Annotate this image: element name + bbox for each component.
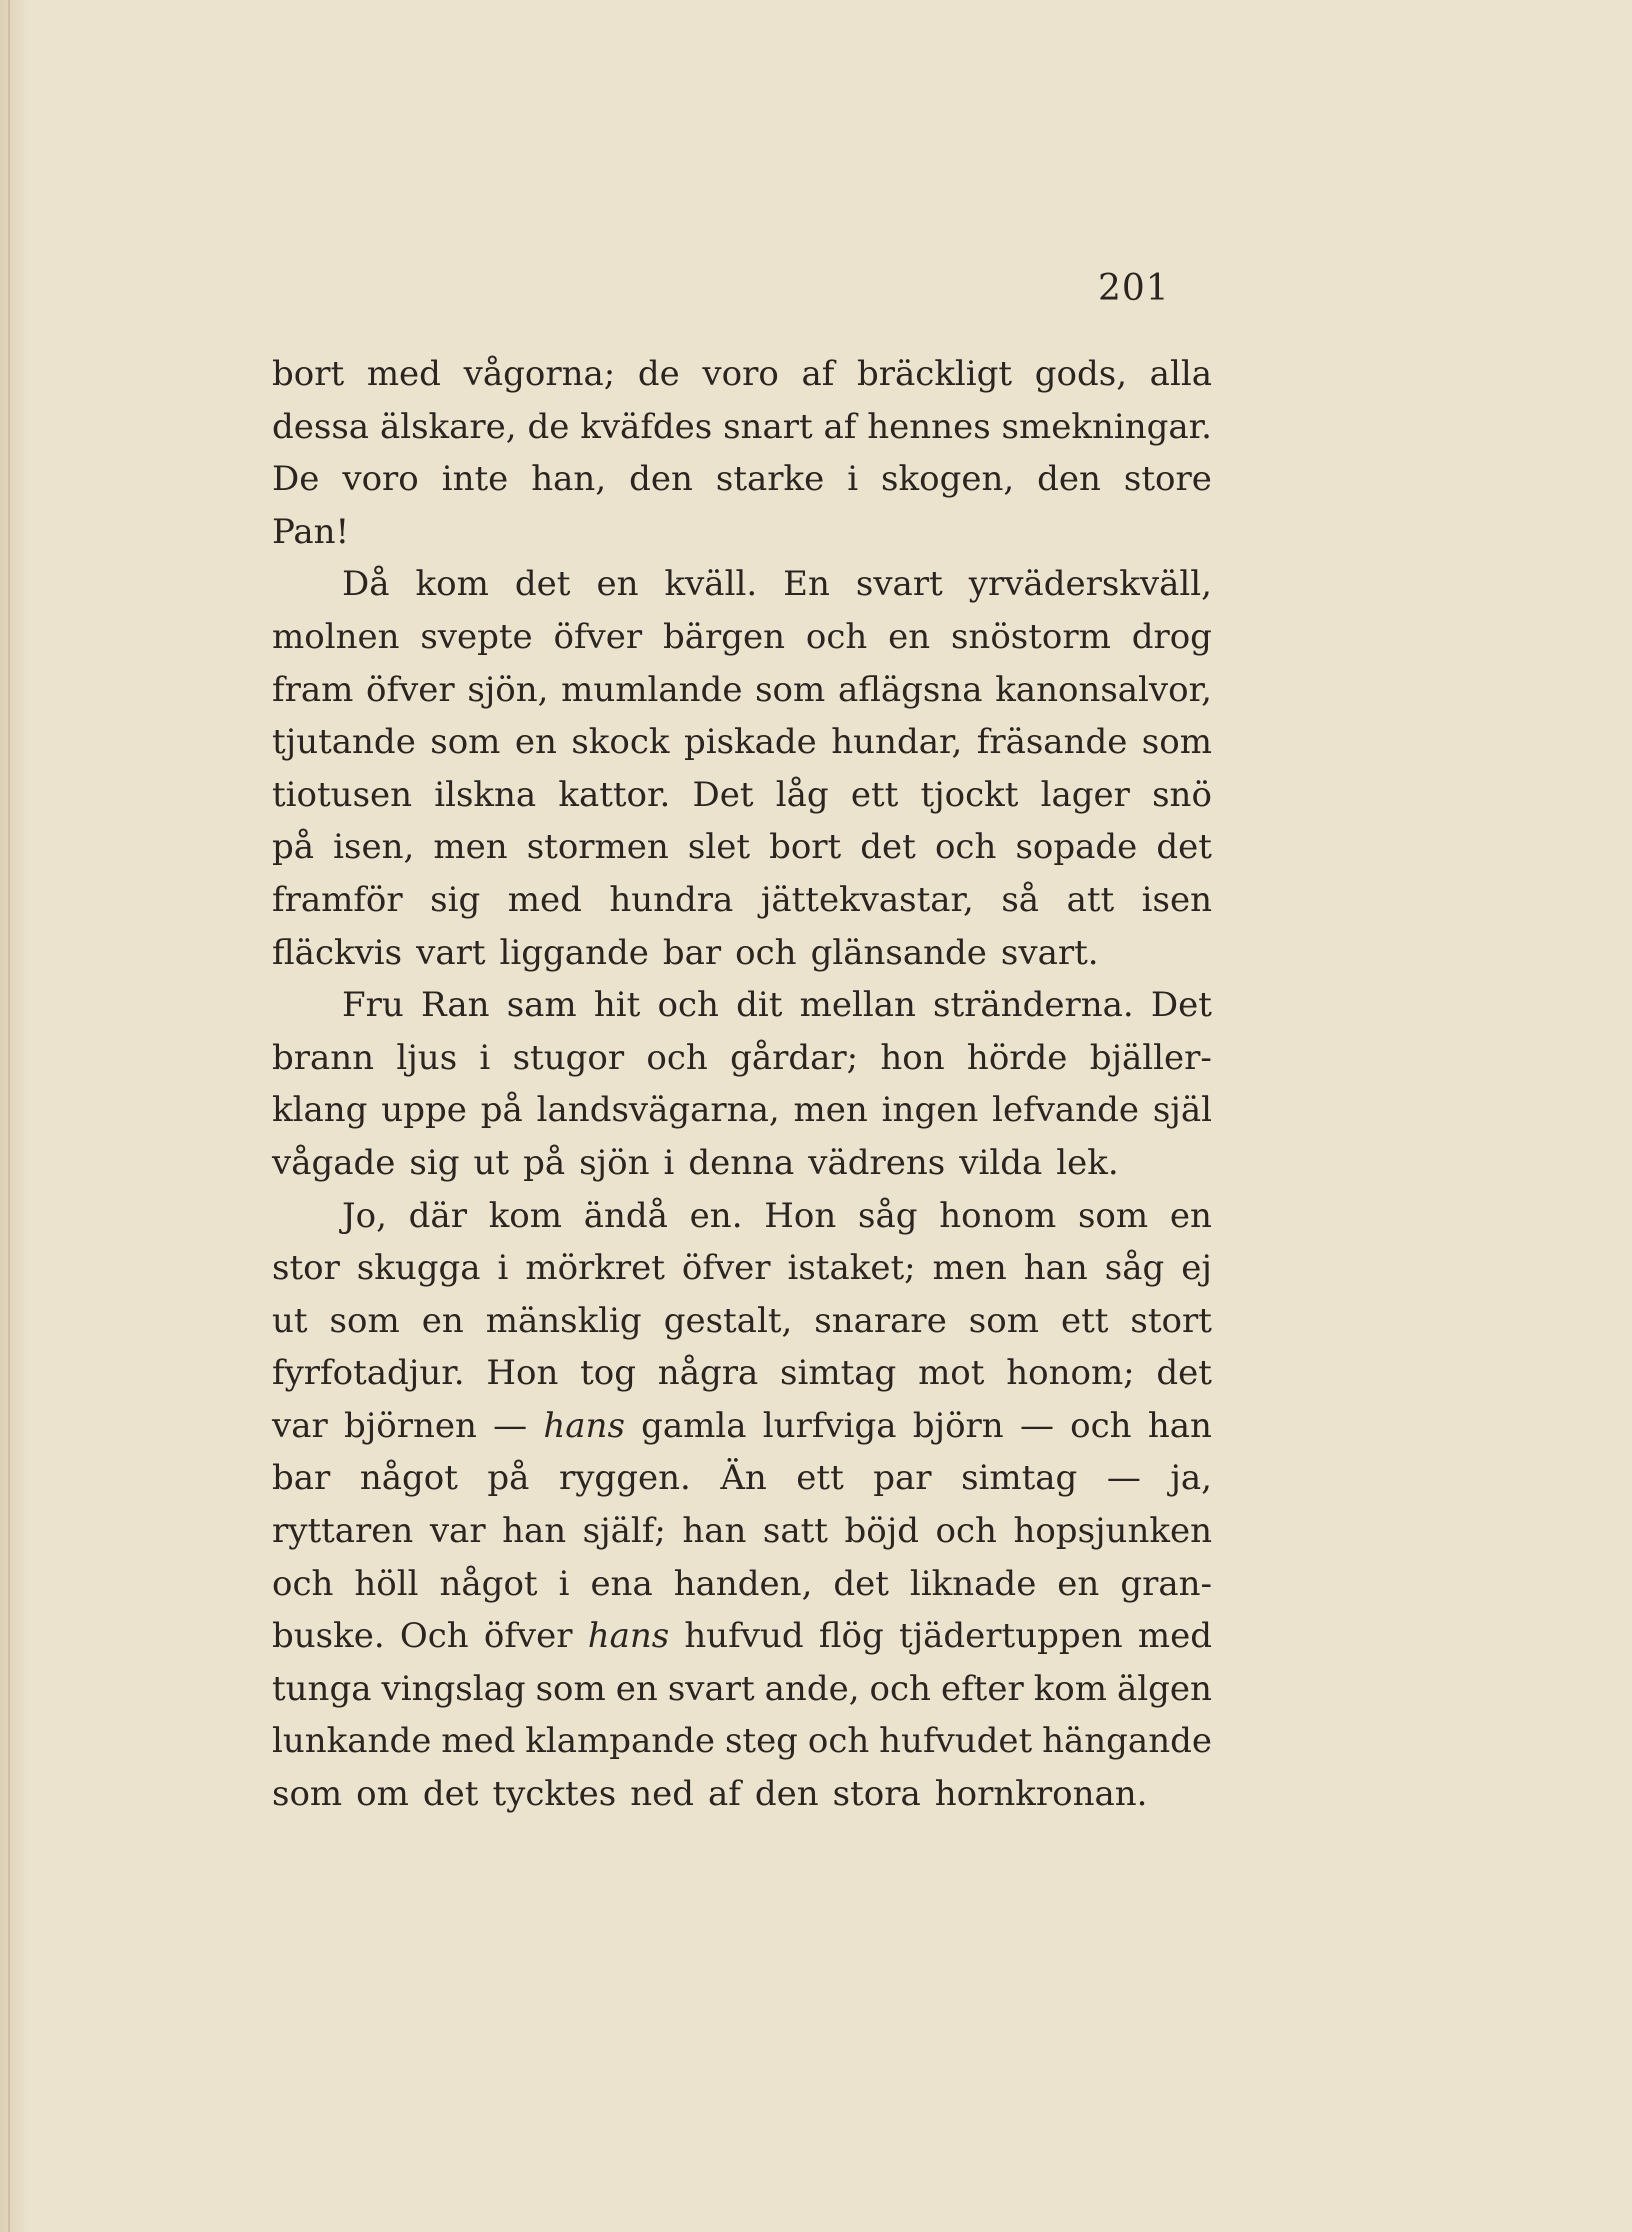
text-line: och höll något i ena handen, det liknade en gran- bbox=[272, 1563, 1212, 1604]
text-line: på isen, men stormen slet bort det och sopade det bbox=[272, 827, 1212, 868]
text-line: bort med vågorna; de voro af bräckligt gods, alla bbox=[272, 354, 1212, 394]
text-line: ut som en mänsklig gestalt, snarare som ett stort bbox=[272, 1300, 1212, 1341]
text-line: framför sig med hundra jättekvastar, så att isen bbox=[272, 879, 1212, 920]
text-line: lunkande med klampande steg och hufvudet hängande bbox=[272, 1721, 1212, 1762]
text-line: Då kom det en kväll. En svart yrväderskväll, bbox=[342, 564, 1212, 605]
text-line: tiotusen ilskna kattor. Det låg ett tjockt lager snö bbox=[272, 774, 1212, 815]
text-line: fläckvis vart liggande bar och glänsande svart. bbox=[272, 932, 1099, 973]
text-line: tunga vingslag som en svart ande, och efter kom älgen bbox=[272, 1668, 1212, 1709]
text-line: brann ljus i stugor och gårdar; hon hörde bjäller- bbox=[272, 1037, 1212, 1078]
text-line: stor skugga i mörkret öfver istaket; men han såg ej bbox=[272, 1248, 1212, 1289]
text-line: var björnen — hans gamla lurfviga björn — och han bbox=[272, 1405, 1212, 1446]
text-line: Pan! bbox=[272, 511, 350, 552]
text-line: dessa älskare, de kväfdes snart af hennes smekningar. bbox=[272, 406, 1212, 447]
body-text bbox=[272, 348, 1212, 1821]
text-line: buske. Och öfver hans hufvud flög tjädertuppen med bbox=[272, 1616, 1212, 1657]
text-line: De voro inte han, den starke i skogen, den store bbox=[272, 459, 1212, 500]
text-line: Jo, där kom ändå en. Hon såg honom som en bbox=[342, 1195, 1212, 1236]
text-line: som om det tycktes ned af den stora hornkronan. bbox=[272, 1774, 1148, 1815]
text-line: Fru Ran sam hit och dit mellan stränderna. Det bbox=[342, 985, 1212, 1026]
text-line: bar något på ryggen. Än ett par simtag — ja, bbox=[272, 1458, 1212, 1499]
text-line: vågade sig ut på sjön i denna vädrens vilda lek. bbox=[272, 1142, 1119, 1183]
text-line: klang uppe på landsvägarna, men ingen lefvande själ bbox=[272, 1090, 1212, 1131]
text-line: fram öfver sjön, mumlande som aflägsna kanonsalvor, bbox=[272, 669, 1212, 710]
text-line: molnen svepte öfver bärgen och en snöstorm drog bbox=[272, 616, 1212, 657]
text-line: ryttaren var han själf; han satt böjd och hopsjunken bbox=[272, 1511, 1212, 1552]
page-gutter bbox=[8, 0, 10, 2232]
text-line: fyrfotadjur. Hon tog några simtag mot honom; det bbox=[272, 1353, 1212, 1394]
text-line: tjutande som en skock piskade hundar, fräsande som bbox=[272, 722, 1212, 763]
page-number: 201 bbox=[1098, 268, 1170, 309]
